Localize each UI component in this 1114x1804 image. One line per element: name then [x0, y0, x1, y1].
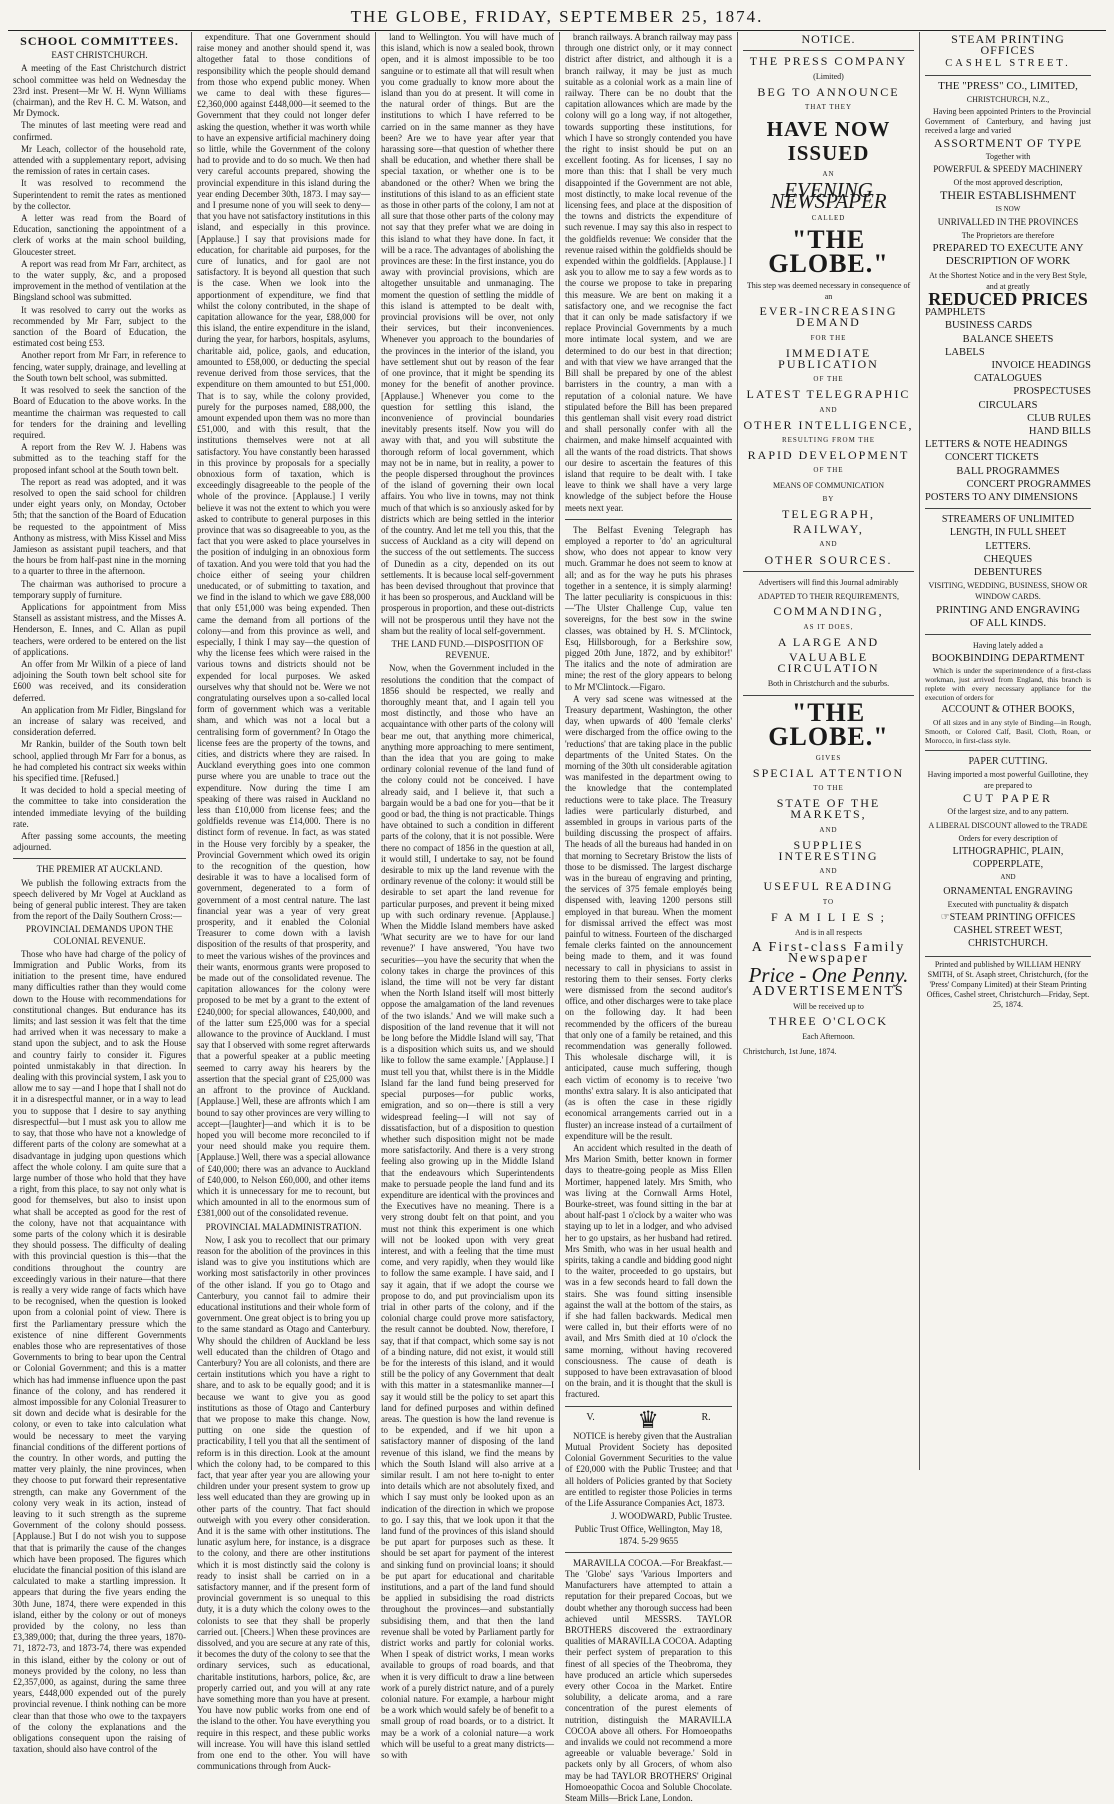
ad-line: TO THE	[813, 783, 844, 792]
ad-line: BEG TO ANNOUNCE	[757, 84, 900, 99]
column-4	[560, 32, 738, 1804]
print-item: LABELS	[945, 346, 985, 358]
ad-line: (Limited)	[813, 72, 844, 82]
report-paragraph: It was resolved to recommend the Superintendent to remit the rates as mentioned by the collector.	[13, 178, 186, 211]
ad-line: AND	[819, 540, 838, 549]
ad-line: A First-class Family Newspaper	[751, 940, 906, 967]
column-6-printing-offices	[920, 32, 1096, 1470]
article-body: land to Wellington. You will have much of this island, which is now a sealed book, thrown open, and it is almost impossible to be too sanguine or to estimate all that will result when you come gradually to know more about the island than you do at present. It will come in the natural order of things. But are the institutions to which I have referred to be carried on in the same manner as they have been? Are we to have year after year that harassing sore—that question of whether there shall be education, and whether there shall be special taxation, or whether one is to be abandoned or the other? When we bring the institutions of this island to as an efficient state as those in other parts of the colony, I am not at all sure that those other parts of the colony may not say that they prefer what we are doing in this island to what they have done. In fact, it will be a race. The advantages of abolishing the provinces are these: In the first instance, you do away with provincial provisions, which are altogether unsuitable and unmanaging. The moment the question of settling the middle of this island is attempted to be dealt with, provincial provisions will be over, not only their services, but their inconveniences. Whenever you approach to the boundaries of the provinces in the interior of the island, you have settlement shut out by reason of the fear of one province, that it might be spending its money for the benefit of another province. [Applause.] Whenever you come to the question for settling this island, the inconvenience of provincial boundaries inevitably presents itself. Now you will do away with that, and you will substitute the thorough reform of local government, which may not be in name, but in reality, a power to the people dispersed throughout the provinces of the island of governing their own local affairs. You who live in towns, may not think much of that which is so anxiously asked for by districts which are being settled in the interior of the country. And let me tell you this, that the success of Auckland as a city will depend on the success of the out settlements. The success of Dunedin as a city, depended on its out settlements. It is because local self-government has been devised throughout that province that it has been so prosperous, and Auckland will be prosperous in proportion, and these out-districts will not be prosperous until they have not the sham but the reality of local self-government.	[381, 32, 554, 636]
ad-line: Each Afternoon.	[802, 1032, 855, 1042]
imprint: Printed and published by WILLIAM HENRY SMITH, of St. Asaph street, Christchurch, (for the 'Press' Company Limited) at their Steam Printing Offices, Cashel street, Christchurch—Friday, Sept. 25, 1874.	[925, 956, 1091, 1010]
ad-line: "THE GLOBE."	[768, 224, 889, 278]
ad-line: CHEQUES	[983, 553, 1033, 565]
report-paragraph: Mr Leach, collector of the household rate, attended with a supplementary report, advising the remission of rates in certain cases.	[13, 143, 186, 177]
ad-line: PREPARED TO EXECUTE ANY	[932, 242, 1084, 255]
ad-line: ASSORTMENT OF TYPE	[933, 135, 1083, 150]
ad-line: CUT PAPER	[962, 791, 1054, 806]
ad-line: THE "PRESS" CO., LIMITED,	[938, 79, 1078, 92]
royal-arms	[565, 1407, 732, 1434]
news-items	[565, 525, 732, 1401]
print-item: CLUB RULES	[1027, 412, 1091, 424]
news-paragraph: The Belfast Evening Telegraph has employed a reporter to 'do' an agricultural show, who does not appear to know very much. Grammar he does not seem to know at all; and as for the way he puts his phrases together in a sentence, it is simply alarming! The latter peculiarity is conspicuous in this:—'The Ulster Challenge Cup, value ten sovereigns, for the best sow in the swine classes, was obtained by H. S. M'Clintock, Esq, Hillsborough, for a Berkshire sow, pigged 20th June, 1872, and by exhibitor!' The italics and the note of admiration are mine; the rest of the glory appears to belong to Mr M'Clintock.—Figaro.	[565, 524, 732, 692]
ad-line: VISITING, WEDDING, BUSINESS, SHOW OR WINDOW CARDS.	[928, 581, 1088, 602]
ad-line: F A M I L I E S ;	[771, 909, 886, 924]
print-item: HAND BILLS	[1028, 425, 1091, 437]
ad-line: Of all sizes and in any style of Binding—in Rough, Smooth, or Colored Calf, Basil, Cloth, Roan, or Morocco, in first-class style.	[925, 717, 1091, 745]
premier-intro	[13, 878, 186, 923]
divider	[565, 1552, 732, 1553]
news-paragraph: An accident which resulted in the death of Mrs Marion Smith, better known in former days to theatre-going people as Miss Ellen Mortimer, happened lately. Mrs Smith, who was living at the Cornwall Arms Hotel, Bourke-street, was found sitting in the bar at about half-past 1 o'clock by a waiter who was staying up to let in a lodger, and who advised her to go upstairs, as her husband had retired. Mrs Smith, who was in her usual health and spirits, taking a candle and bidding good night to the waiter, proceeded to go upstairs, but was in a few seconds heard to fall down the stairs. She was found sitting insensible against the wall at the bottom of the stairs, as if she had fallen backwards. Medical men were called in, but their efforts were of no avail, and Mrs Smith died at 10 o'clock the same morning, without having recovered consciousness. The cause of death is supposed to have been extravasation of blood on the brain, and it is thought that the skull is fractured.	[565, 1142, 732, 1400]
report-paragraph: Another report from Mr Farr, in reference to fencing, water supply, drainage, and levelling at the South town belt school, was submitted.	[13, 350, 186, 383]
ad-line: CASHEL STREET WEST,	[953, 925, 1063, 937]
ad-line: OF THE	[813, 466, 844, 475]
subheading-provincial-demands: PROVINCIAL DEMANDS UPON THE COLONIAL REVENUE.	[25, 924, 174, 946]
ad-line: Having been appointed Printers to the Provincial Government of Canterbury, and having just received a large and varied	[925, 107, 1091, 136]
v-letter: V.	[586, 1411, 595, 1423]
ad-line: ☞STEAM PRINTING OFFICES	[940, 912, 1076, 924]
ad-line: Price - One Penny.	[748, 962, 909, 987]
ad-line: OTHER INTELLIGENCE,	[743, 417, 914, 432]
ad-line: AND	[819, 405, 838, 414]
ad-line: UNRIVALLED IN THE PROVINCES	[937, 216, 1079, 227]
divider	[743, 571, 914, 572]
ad-line: "THE GLOBE."	[768, 697, 889, 751]
column-1	[8, 32, 192, 1755]
r-letter: R.	[701, 1411, 711, 1423]
ad-line: OF ALL KINDS.	[969, 616, 1047, 629]
ad-line: MEANS OF COMMUNICATION	[772, 480, 885, 490]
ad-line: AND	[819, 825, 838, 834]
print-item: CONCERT TICKETS	[945, 452, 1039, 464]
ad-line: Executed with punctuality & dispatch	[947, 899, 1069, 909]
report-paragraph: The chairman was authorised to procure a temporary supply of furniture.	[13, 578, 186, 600]
article-body: branch railways. A branch railway may pass through one district only, or it may connect district after district, and although it is a branch railway, it may be just as much suitable as a colonial work as a main line of railway. There can be no doubt that the capitation allowances which are made by the colony will go a long way, if not altogether, towards supporting these institutions, for which I have so strongly contended you have the right to insist should be put on an excellent footing. As for licenses, I say no more than this: that I shall be very much disappointed if the Government are not able, most distinctly, to make local revenue of the licensing fees, and place at the disposition of the towns and districts the expenditure of such revenue. I may say this also in respect to the goldfields revenue: We consider that the revenue raised within the goldfields should be expended within the goldfields. [Applause.] I ask you to allow me to say a few words as to the course we propose to take in preparing this measure. We are bent on making it a satisfactory one, and we recognise the fact that it can only be made satisfactory if we replace Provincial Governments by a much more intimate local system, and we are determined to do our best in that direction; and with that view we have arranged that the Bill shall be prepared by one of the ablest barristers in the country, a man with a reputation of a colonial nature. We have stipulated before the Bill has been prepared this gentleman shall visit every road district and shall personally confer with all the chairmen, and make himself acquainted with all the wants of the road districts. That shows our desire to ascertain the features of this island that require to be dealt with. I take leave to think we shall have a very large knowledge of the subject before the House meets next year.	[565, 32, 732, 513]
ad-line: Both in Christchurch and the suburbs.	[767, 679, 890, 689]
print-item: POSTERS TO ANY DIMENSIONS	[925, 492, 1078, 503]
ad-line: A LARGE AND	[777, 634, 880, 649]
ad-line: OF THE	[813, 375, 844, 384]
ad-line: THE PRESS COMPANY	[749, 54, 908, 69]
divider	[925, 750, 1091, 751]
notice-signature: J. WOODWARD, Public Trustee.	[611, 1511, 732, 1522]
print-item: PAMPHLETS	[925, 307, 986, 319]
ad-line: HAVE NOW ISSUED	[766, 117, 891, 166]
ad-line: CHRISTCHURCH.	[968, 938, 1048, 950]
column-2	[192, 32, 376, 1772]
ad-line: AND	[819, 867, 838, 876]
ad-line: DEBENTURES	[973, 567, 1043, 579]
column-5-globe-notice	[738, 32, 920, 1470]
ad-line: Orders for every description of	[958, 833, 1058, 843]
ad-line: AND	[1000, 873, 1016, 882]
report-paragraph: An application from Mr Fidler, Bingsland for an increase of salary was received, and consideration deferred.	[13, 704, 186, 738]
ad-line: AN	[822, 170, 835, 179]
ad-line: GIVES	[815, 753, 842, 762]
ad-line: ACCOUNT & OTHER BOOKS,	[941, 704, 1075, 716]
subheading-east-christchurch: EAST CHRISTCHURCH.	[51, 50, 148, 61]
ad-line: REDUCED PRICES	[928, 288, 1088, 309]
divider	[743, 50, 914, 51]
ad-line: ORNAMENTAL ENGRAVING	[943, 885, 1073, 897]
report-paragraph: It was resolved to seek the sanction of the Board of Education to the above works. In the meantime the chairman was requested to call for tenders for the draining and levelling required.	[13, 385, 186, 440]
ad-line: RESULTING FROM THE	[781, 436, 876, 445]
ad-line: PRINTING AND ENGRAVING	[935, 603, 1081, 616]
ad-line: FOR THE	[810, 333, 847, 342]
ad-line: Having imported a most powerful Guillotine, they are prepared to	[927, 769, 1089, 791]
ad-line: STATE OF THE MARKETS,	[776, 796, 881, 822]
report-paragraph: It was resolved to carry out the works as recommended by Mr Farr, subject to the sanction of the Board of Education, the estimated cost being £53.	[13, 304, 186, 349]
ad-line: CHRISTCHURCH, N.Z.,	[966, 94, 1050, 104]
ad-line: THREE O'CLOCK	[768, 1014, 889, 1029]
print-item: CONCERT PROGRAMMES	[966, 478, 1091, 490]
ad-line: SPECIAL ATTENTION	[752, 765, 905, 780]
article-body: Now, when the Government included in the resolutions the condition that the compact of 1856 should be respected, we really and thoroughly meant that, and I again tell you most distinctly, and those who have an acquaintance with other parts of the colony will bear me out, that anything more chimerical, anything more approaching to mere sentiment, than the idea that you are going to make ordinary colonial revenue of the land fund of the colony could not be conceived. I have already said, and I believe it, that such a bargain would be a bad one for you—that be it good or bad, the thing is not practicable. Things have obtained to such a condition in different parts of the colony, that it is not possible. Were there no compact of 1856 in the question at all, it would still, I undertake to say, not be found desirable to mix up the land revenue with the ordinary revenue of the colony: it would still be desirable to set apart the land revenue for particular purposes, and prevent it being mixed up with such ordinary revenue. [Applause.] When the Middle Island members have asked 'What security are we to have for our land revenue?' I have answered, 'You have two securities—you have the security that when the colony takes in charge the provinces of this island, the time will not be very far distant when the North Island itself will most bitterly oppose the amalgamation of the land revenues of the two islands.' And we will make such a disposition of the land revenue that it will not be long before the Middle Island will say, 'That is a disposition which suits us, and we should like to follow the same example.' [Applause.] I must tell you that, whilst there is in the Middle Island far the land fund being preserved for special purposes—for public works, emigration, and so on—there is still a very widespread feeling—I will not say of dissatisfaction, but of a disposition to question whether such disposition might not be made more satisfactorily. And there is a very strong feeling also growing up in the Middle Island that the endeavours which Superintendents make to persuade people the land fund and its expenditure are identical with the provinces and the Executives have no meaning. There is a very strong doubt felt on that point, and you must not think this experiment is one which will not be looked upon with very great interest, and with a feeling that the time must come, and very rapidly, when they would like to follow the same example. I have said, and I say it again, that if we adopt the course we propose to do, and put provincialism upon its trial in other parts of the colony, and if the colonial charge could prove more satisfactory, the result cannot be doubted. Now, therefore, I say, that if that compact, which some say is not of a binding nature, did not exist, it would still be for the interests of this island, and it would still be the policy of any Government that dealt with this matter in a statesmanlike manner—I say it would still be the policy to set apart this land for defined purposes and within defined areas. The question is how the land revenue is to be expended, and if we hit upon a satisfactory manner of disposing of the land revenue of this island, we find the means by which the South Island will also arrive at a similar result. I am not here to-night to enter into details which are not absolutely fixed, and which I say must only be looked upon as an indication of the direction in which we propose to go. I say this, that we look upon it that the land fund of the provinces of this island should be put apart for purposes such as these. It should be set apart for payment of the interest and sinking fund on provincial loans; it should be put apart for educational and charitable institutions, and a part of the land fund should be applied in subsidising the road districts throughout the provinces—and substantially subsidising them, and that then the land revenue shall be voted by Parliament partly for district works and partly for colonial works. When I speak of district works, I mean works available to groups of road boards, and that when it is very difficult to draw a line between work of a purely district nature, and of a purely colonial nature. For example, a harbour might be a work which would safely be of benefit to a small group of road boards, or to a district. It may be a work of a colonial nature—a work which will be useful to a great many districts—so with	[381, 663, 554, 1761]
ad-line: RAPID DEVELOPMENT	[747, 448, 910, 463]
school-committee-report	[13, 63, 186, 853]
ad-line: CALLED	[811, 213, 846, 222]
print-item: PROSPECTUSES	[1013, 386, 1091, 398]
report-paragraph: A report from the Rev W. J. Habens was submitted as to the teaching staff for the proposed infant school at the South town belt.	[13, 442, 186, 475]
print-item: BUSINESS CARDS	[945, 320, 1033, 332]
ad-line: COMMANDING,	[773, 604, 884, 619]
ad-line: LATEST TELEGRAPHIC	[746, 387, 911, 402]
heading-school-committees: SCHOOL COMMITTEES.	[20, 34, 179, 48]
report-paragraph: The report as read was adopted, and it was resolved to open the said school for children under eight years only, on Monday, October 5th; that the sanction of the Board of Education be requested to the appointment of Miss Anthony as mistress, with Miss Kissel and Miss Jamieson as assistant pupil teachers, and that the hours be from half-past nine in the morning to a quarter to three in the afternoon.	[13, 476, 187, 577]
notice-body: NOTICE is hereby given that the Australian Mutual Provident Society has deposited Colonial Government Securities to the value of £20,000 with the Public Trustee; and that all holders of Policies granted by that Society are entitled to register those Policies in terms of the Life Assurance Companies Act, 1873.	[565, 1430, 732, 1508]
ad-line: At the Shortest Notice and in the very Best Style, and at greatly	[929, 270, 1087, 291]
divider	[925, 508, 1091, 509]
ad-line: BOOKBINDING DEPARTMENT	[931, 652, 1085, 665]
heading-premier: THE PREMIER AT AUCKLAND.	[36, 864, 163, 875]
intro-paragraph: We publish the following extracts from the speech delivered by Mr Vogel at Auckland as being of general public interest. They are taken from the report of the Daily Southern Cross:—	[13, 877, 186, 922]
ad-line: Of the most approved description,	[953, 178, 1063, 188]
ad-line: THEIR ESTABLISHMENT	[939, 188, 1077, 203]
news-paragraph: A very sad scene was witnessed at the Treasury department, Washington, the other day, when upwards of 400 'female clerks' were discharged from the office owing to the 'reductions' that are taking place in the public departments of the United States. On the morning of the 30th ult considerable agitation was manifested in the department owing to the knowledge that the contemplated reductions were to take place. The Treasury ladies were particularly disturbed, and assembled in groups in various parts of the building discussing the prospect of affairs. The heads of all the bureaus had handed in on that morning to Secretary Bristow the lists of those to be dismissed. The largest discharge was in the bureau of engraving and printing, the services of 375 female employés being dispensed with, leaving 1200 persons still employed in that bureau. When the moment for dismissal arrived the effect was most painful to witness. Fourteen of the discharged female clerks fainted on the announcement being made to them, and it was found necessary to call in physicians to assist in restoring them to their senses. Forty clerks were dismissed from the second auditor's office, and other discharges were to take place on the following day. It had been recommended by the officers of the bureau that only one of a family be retained, and this recommendation was generally followed. This wholesale discharge will, it is anticipated, cause much suffering, though each victim of economy is to receive 'two months' extra salary. It is also anticipated that (as is often the case in these rigidly economical arrangements carried out in a fluster) an increase instead of a curtailment of expenditure will be the result.	[565, 693, 732, 1141]
print-item: BALANCE SHEETS	[962, 333, 1054, 345]
column-3	[376, 32, 560, 1761]
divider	[565, 1406, 732, 1407]
print-items-list	[925, 307, 1091, 503]
subheading-maladministration: PROVINCIAL MALADMINISTRATION.	[205, 1221, 362, 1232]
report-paragraph: After passing some accounts, the meeting adjourned.	[13, 831, 186, 853]
ad-line: Of the largest size, and to any pattern.	[947, 807, 1069, 817]
divider	[13, 858, 186, 859]
ad-line: The Proprietors are therefore	[961, 230, 1055, 240]
ad-line: LITHOGRAPHIC, PLAIN,	[952, 846, 1064, 858]
ad-line: DESCRIPTION OF WORK	[945, 255, 1071, 268]
ad-line: EVER-INCREASING DEMAND	[759, 304, 898, 330]
divider	[565, 519, 732, 520]
ad-line: COPPERPLATE,	[972, 859, 1044, 871]
ad-line: SUPPLIES INTERESTING	[778, 837, 879, 863]
ad-line: TO	[822, 897, 835, 906]
print-item: INVOICE HEADINGS	[991, 359, 1091, 371]
article-body: Those who have had charge of the policy of Immigration and Public Works, from its initiation to the present time, have endured many difficulties rather than they would come down to the House with recommendations for constitutional changes. But endurance has its limits; and last session it was felt that the time had arrived when it was necessary to make a stand upon the subject, and to ask the House and country fairly to consider it. Figures pointed unmistakably in that direction. In dealing with this provincial system, I ask you to allow me to say —and I hope that I shall not do it in a disrespectful manner, or in a way to lead you to suppose that I desire to say anything disrespectful—but I must ask you to allow me to say, that those who have not a knowledge of different parts of the colony are somewhat at a disadvantage in judging upon questions which affect the whole colony. I am quite sure that a large number of those who hold that they have a right, from this place, to say not only what is good for themselves, but also to insist upon what shall be accepted as good for the rest of the colony, have not that acquaintance with some parts of the colony which it is desirable they should possess. The difficulty of dealing with this provincial question is this—that the conditions throughout the country are exceedingly various in their nature—that there is really a very wide range of facts which have to be recognised, when the question is looked upon from a colonial point of view. There is first the Parliamentary pressure which the existence of nine different Governments enables those who are representatives of those Governments to bring to bear upon the Central or Colonial Government; and this is a matter which has had immense influence upon the past finance of the colony, and has rendered it almost impossible for any Colonial Treasurer to sit down and decide what is desirable for the colony, or even to take into calculation what would be necessary to meet the varying financial conditions of the different portions of the country. In other words, and putting the matter very plainly, the nine provinces, when they choose to put forward their representative strength, can make any Government of the colony very weak in its action, instead of leaving to it such strength as the supreme Government of the colony should possess. [Applause.] But I do not wish you to suppose that that is primarily the cause of the changes which have been proposed. The figures which elucidate the financial position of this island are calculated to make a startling impression. It appears that during the five years ending the 30th June, 1874, there were expended in this island, either by the colony or out of moneys provided by the colony, no less than £3,389,000; that, during the three years, 1870-71, 1872-73, and 1873-74, there was expended in this island, either by the colony or out of moneys provided by the colony, no less than £2,357,000, as against, during the same three years, £448,000 expended out of the purely provincial revenue. I think nothing can be more clear than that those who owe to the taxpayers of the colony the explanations and the obligations consequent upon the raising of taxation, should also have control of the	[13, 948, 186, 1755]
ad-line: BY	[822, 494, 835, 503]
report-paragraph: A meeting of the East Christchurch district school committee was held on Wednesday the 23rd inst. Present—Mr W. H. Wynn Williams (chairman), and the Rev H. C. M. Watson, and Mr Dymock.	[13, 63, 186, 119]
divider	[925, 75, 1091, 76]
notice-office: Public Trust Office, Wellington, May 18, 1874. 5-29 9655	[574, 1524, 723, 1546]
ad-line: ADAPTED TO THEIR REQUIREMENTS,	[758, 592, 899, 602]
ad-line: LETTERS.	[985, 540, 1031, 552]
report-paragraph: The minutes of last meeting were read and confirmed.	[13, 120, 186, 142]
cocoa-ad: MARAVILLA COCOA.—For Breakfast.—The 'Globe' says 'Various Importers and Manufacturers have attempted to attain a reputation for their prepared Cocoas, but we doubt whether any thorough success had been achieved until MESSRS. TAYLOR BROTHERS discovered the extraordinary qualities of MARAVILLA COCOA. Adapting their perfect system of preparation to this finest of all species of the Theobroma, they have produced an article which supersedes every other Cocoa in the Market. Entire solubility, a delicate aroma, and a rare concentration of the purest elements of nutrition, distinguish the MARAVILLA COCOA above all others. For Homoeopaths and invalids we could not recommend a more agreeable or valuable beverage.' Sold in packets only by all Grocers, of whom also may be had TAYLOR BROTHERS' Original Homoeopathic Cocoa and Soluble Chocolate. Steam Mills—Brick Lane, London.	[565, 1557, 732, 1804]
ad-line: AS IT DOES,	[803, 622, 854, 631]
ad-line: CASHEL STREET.	[945, 58, 1071, 70]
ad-line: ADVERTISEMENTS	[752, 983, 905, 999]
ad-line: EVENING NEWSPAPER	[770, 178, 887, 214]
ad-line: Which is under the superintendence of a first-class workman, just arrived from England, this branch is replete with every necessary appliance for the execution of orders for	[925, 666, 1091, 703]
ad-line: USEFUL READING	[763, 879, 894, 894]
ad-line: STEAM PRINTING OFFICES	[951, 32, 1065, 58]
notice-title: NOTICE.	[801, 32, 856, 46]
subheading-land-fund: THE LAND FUND.—DISPOSITION OF REVENUE.	[391, 638, 544, 661]
print-item: CATALOGUES	[974, 373, 1042, 385]
ad-line: POWERFUL & SPEEDY MACHINERY	[933, 163, 1083, 174]
ad-line: This step was deemed necessary in consequence of an	[746, 280, 911, 302]
print-item: CIRCULARS	[978, 399, 1038, 411]
crest-icon: ♛	[637, 1407, 659, 1434]
ad-line: Christchurch, 1st June, 1874.	[743, 1046, 837, 1056]
ad-line: Together with	[985, 151, 1031, 161]
divider	[925, 634, 1091, 635]
report-paragraph: It was decided to hold a special meeting of the committee to take into consideration the intended immediate levying of the building rate.	[13, 785, 186, 829]
ad-line: IMMEDIATE PUBLICATION	[778, 345, 879, 372]
report-paragraph: A report was read from Mr Farr, architect, as to the water supply, &c, and a proposed improvement in the method of ventilation at the Bingsland school was submitted.	[13, 258, 186, 303]
ad-line: OTHER SOURCES.	[764, 552, 893, 567]
ad-line: TELEGRAPH,	[782, 507, 875, 522]
masthead: THE GLOBE, FRIDAY, SEPTEMBER 25, 1874.	[8, 4, 1106, 31]
ad-line: LENGTH, IN FULL SHEET	[949, 527, 1067, 539]
report-paragraph: An offer from Mr Wilkin of a piece of land adjoining the South town belt school site for £600 was received, and its consideration deferred.	[13, 658, 186, 703]
ad-line: A LIBERAL DISCOUNT allowed to the TRADE	[928, 820, 1088, 830]
ad-line: IS NOW	[995, 204, 1021, 213]
ad-line: Having lately added a	[973, 641, 1043, 651]
ad-line: RAILWAY,	[793, 522, 864, 537]
ad-line: PAPER CUTTING.	[968, 755, 1048, 767]
ad-line: STREAMERS OF UNLIMITED	[941, 514, 1075, 526]
ad-line: And is in all respects	[794, 927, 863, 937]
print-item: LETTERS & NOTE HEADINGS	[925, 439, 1068, 451]
article-body: Now, I ask you to recollect that our primary reason for the abolition of the provinces in this island was to give you institutions which are working most satisfactorily in other provinces of the other island. If you go to Otago and Canterbury, you cannot fail to admire their educational institutions and their whole form of government. One great object is to bring you up to the same standard as Otago and Canterbury. Why should the children of Auckland be less well educated than the children of Otago and Canterbury? You are all colonists, and there are certain institutions which you have a right to share, and to ask to be equally good; and it is because we want to give you as good institutions as those of Otago and Canterbury that we propose to make this change. Now, putting on one side the question of practicability, I tell you that all the sentiment of reform is in this direction. Look at the amount which the colony had, to be compared to this fact, that year after year you are allowing your children under your present system to grow up less well educated than they are growing up in other parts of the country. That fact should outweigh with you every other consideration. And it is the same with other institutions. The lunatic asylum here, for instance, is a disgrace to the colony, and there are other institutions which it is most distinctly said the colony is ready to insist shall be carried on in a satisfactory manner, and if the present form of provincial government is so unequal to this duty, it is a duty which the colony owes to the colonists to see that they shall be properly carried out. [Cheers.] When these provinces are dissolved, and you are secure at any rate of this, it becomes the duty of the colony to see that the ordinary services, such as educational, charitable institutions, harbors, police, &c, are properly carried out, and you will at any rate have something more than you have at present. You have now public works from one end of the island to the other. You have everything you require in this respect, and these public works will increase. You will have this island settled from one end to the other. You will have communications through from Auck-	[197, 1234, 370, 1772]
report-paragraph: Mr Rankin, builder of the South town belt school, applied through Mr Farr for a bonus, as he had completed his contract six weeks within his specified time. [Refused.]	[13, 739, 186, 783]
ad-line: Advertisers will find this Journal admirably	[758, 577, 899, 587]
report-paragraph: Applications for appointment from Miss Stansell as assistant mistress, and the Misses A. Henderson, E. Innes, and C. Allan as pupil teachers, were ordered to be entered on the list of applications.	[13, 601, 186, 657]
ad-line: THAT THEY	[804, 102, 853, 111]
divider	[743, 695, 914, 696]
article-body: expenditure. That one Government should raise money and another should spend it, was altogether fatal to those conditions of responsibility which the people should demand from those who expend public money. When we came to deal with these figures—£2,360,000 against £448,000—it seemed to the Government that they could not longer defer asking the question, whether it was worth while to have an expensive artificial machinery doing so little, while the Government of the colony had to provide and to do so much. We then had very careful accounts prepared, showing the provincial expenditure in this island during the year ending December 30th, 1873. I may say—and I presume none of you will seek to deny—that you have not satisfactory institutions in this island, and especially in this province. [Applause.] I say that provisions made for education, for charitable aid purposes, for the cure of lunatics, and for gaol are not satisfactory. It is beyond all question that such is the case. When we look into the apportionment of expenditure, we find that whilst the colony contributed, in the shape of capitation allowance for the year, £88,000 for this island, the entire expenditure in the island, during the year, for harbors, hospitals, asylums, charitable aid, police, gaols, and education, amounted to £58,000, or deducting the special revenue derived from those services, that the expenditure on them amounted to but £51,000. That is to say, while the colony provided, purely for the purposes named, £88,000, the amount expended upon them was no more than £51,000, and with this result, that the institutions themselves were not at all satisfactory. You have constantly been harassed in this province by proposals for a specially obnoxious form of taxation, which is exceedingly disagreeable to the people of the whole of the province. [Applause.] I verily believe it was not the extent to which you were asked to contribute to general purposes in this province that was so disagreeable to you, as the fact that you were asked to place yourselves in the position of indulging in an obnoxious form of taxation. And you were told that you had the choice either of seeing your children uneducated, or of submitting to taxation, and we find in the island to which we gave £88,000 that only £51,000 was being expended. Then came the demand from all portions of the colony—and from this province as well, and especially, I think I may say—the question of why the license fees which were raised in the various towns and districts should not be expended for local purposes. We asked ourselves why that should not be. Were we not congratulating ourselves upon a so-called local form of government which was a veritable sham, and which was not a local but a centralising form of government? In Otago the license fees are the property of the towns, and cities, and districts where they are raised. In Auckland everything goes into one common purse where you are unable to trace out the expenditure. Now during the time I am speaking of there was raised in Auckland no less than £10,000 from license fees; and the goldfields revenue was £14,000. There is no distinct form of revenue. In fact, as was stated in the House very forcibly by a speaker, the Provincial Government which owed its origin to the recognition of the question, how desirable it was to have a localised form of government, degenerated to a form of government of a most central nature. The last financial year was a year of very great prosperity, and it enabled the Colonial Treasurer to come down with a lavish disposition of the results of that prosperity, and to meet the various wishes of the provinces and their wants, enormous grants were proposed to be made out of the consolidated revenue. The capitation allowances for the colony were proposed to be met by a grant to the extent of £240,000; for special allowances, £40,000, and of the latter sum £25,000 was for a special allowance to the province of Auckland. I must say that I observed with some regret afterwards that a powerful speaker at a public meeting seemed to carry away his hearers by the assertion that the special grant of £25,000 was an affront to the province of Auckland. [Applause.] Well, these are affronts which I am bound to say other provinces are very willing to accept—[laughter]—and which it is to be hoped you will become more reconciled to if your need should make you require them. [Applause.] Well, there was a special allowance of £40,000; there was an advance to Auckland of £40,000, to Nelson £60,000, and other items which it is unnecessary for me to recount, but which amounted in all to the enormous sum of £381,000 out of the consolidated revenue.	[197, 32, 370, 1219]
report-paragraph: A letter was read from the Board of Education, sanctioning the appointment of a clerk of works at the main school building, Gloucester street.	[13, 213, 186, 257]
columns	[8, 32, 1106, 1804]
ad-line: VALUABLE CIRCULATION	[777, 649, 880, 676]
ad-line: Will be received up to	[793, 1001, 864, 1011]
print-item: BALL PROGRAMMES	[956, 465, 1060, 477]
